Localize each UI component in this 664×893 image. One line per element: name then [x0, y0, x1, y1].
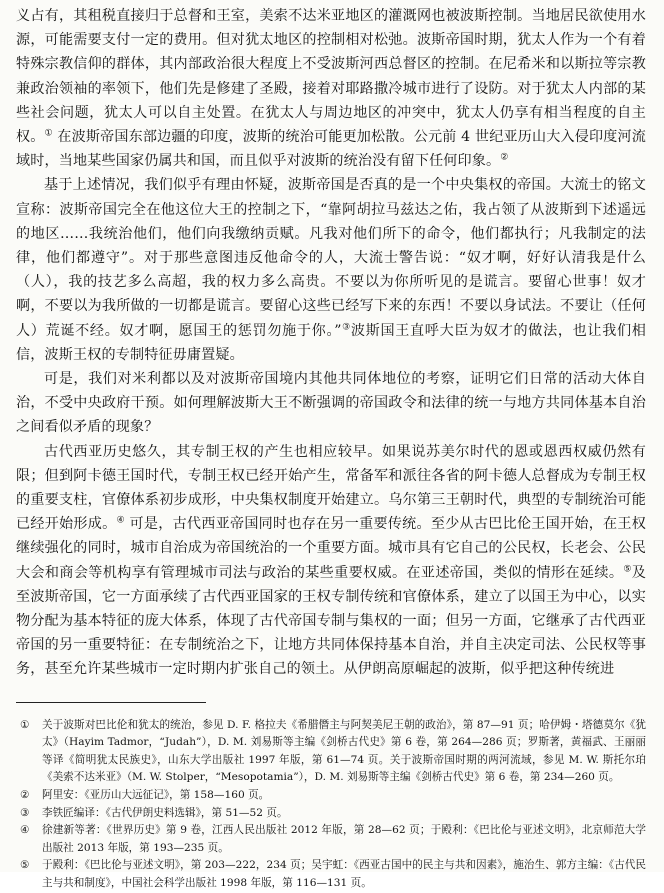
paragraph-text: 义占有，其租税直接归于总督和王室，美索不达米亚地区的灌溉网也被波斯控制。当地居民欲使用水源，可能需要支付一定的费用。但对犹太地区的控制相对松弛。波斯帝国时期，犹太人作为一个有着特殊宗教信仰的群体，其内部政治很大程度上不受波斯河西总督区的控制。在尼希米和以斯拉等宗教兼政治领袖的率领下，他们先是修建了圣殿，接着对耶路撒冷城市进行了设防。对于犹太人内部的某些社会问题，犹太人可以自主处置。在犹太人与周边地区的冲突中，犹太人仍享有相当程度的自主权。 [16, 8, 646, 146]
footnote-reference[interactable]: ⑤ [623, 563, 632, 574]
footnote-text: 李铁匠编译：《古代伊朗史料选辑》，第 51—52 页。 [42, 806, 288, 819]
paragraph-text: 可是，我们对米利都以及对波斯帝国境内其他共同体地位的考察，证明它们日常的活动大体自治，不受中央政府干预。如何理解波斯大王不断强调的帝国政令和法律的统一与地方共同体基本自治之间看似矛盾的现象？ [16, 371, 646, 436]
body-paragraph [16, 4, 646, 173]
body-text [16, 4, 646, 682]
footnote-item [16, 805, 646, 823]
body-paragraph [16, 173, 646, 367]
footnote-reference[interactable]: ③ [341, 321, 351, 332]
paragraph-text: 基于上述情况，我们似乎有理由怀疑，波斯帝国是否真的是一个中央集权的帝国。大流士的铭文宣称：波斯帝国完全在他这位大王的控制之下，“靠阿胡拉马兹达之佑，我占领了从波斯到下述遥远的地区……我统治他们，他们向我缴纳贡赋。凡我对他们所下的命令，他们都执行；凡我制定的法律，他们都遵守”。对于那些意图违反他命令的人，大流士警告说：“奴才啊，好好认清我是什么（人），我的技艺多么高超，我的权力多么高贵。不要以为你所听见的是谎言。要留心世事！奴才啊，不要以为我所做的一切都是谎言。要留心这些已经写下来的东西！不要以身试法。不要让（任何人）荒诞不经。奴才啊，愿国王的惩罚勿施于你。” [16, 177, 646, 339]
paragraph-text: 可是，古代西亚帝国同时也存在另一重要传统。至少从古巴比伦王国开始，在王权继续强化的同时，城市自治成为帝国统治的一个重要方面。城市具有它自己的公民权，长老会、公民大会和商会等机构享有管理城市司法与政治的某些重要权威。在亚述帝国，类似的情形在延续。 [16, 516, 646, 581]
footnote-reference[interactable]: ① [44, 128, 53, 139]
footnotes [16, 717, 646, 893]
footnote-text: 于殿利：《巴比伦与亚述文明》，第 203—222，234 页；吴宇虹：《西亚古国中的民主与共和因素》，施治生、郭方主编：《古代民主与共和制度》，中国社会科学出版社 1998 年版，第 116—131 页。 [42, 859, 646, 890]
footnote-item [16, 787, 646, 805]
paragraph-text: 及至波斯帝国，它一方面承续了古代西亚国家的王权专制传统和官僚体系，建立了以国王为中心，以实物分配为基本特征的庞大体系，体现了古代帝国专制与集权的一面；但另一方面，它继承了古代西亚帝国的另一重要特征：在专制统治之下，让地方共同体保持基本自治，并自主决定司法、公民权等事务，甚至允许某些城市一定时期内扩张自己的领土。从伊朗高原崛起的波斯，似乎把这种传统进 [16, 564, 647, 678]
footnote-marker: ④ [20, 824, 30, 837]
footnote-reference[interactable]: ② [500, 152, 509, 163]
footnote-marker: ① [20, 718, 30, 731]
footnote-item [16, 717, 646, 787]
footnote-text: 关于波斯对巴比伦和犹太的统治，参见 D. F. 格拉夫《希腊僭主与阿契美尼王朝的政治》，第 87—91 页；哈伊姆・塔德莫尔《犹太》（Hayim Tadmor，“Judah”），D. M. 刘易斯等主编《剑桥古代史》第 6 卷，第 264—286 页；罗斯著，黄福武、王丽丽等译《简明犹太民族史》，山东大学出版社 1997 年版，第 61—74 页。关于波斯帝国时期的两河流域，参见 M. W. 斯托尔珀《美索不达米亚》（M. W. Stolper，“Mesopotamia”），D. M. 刘易斯等主编《剑桥古代史》第 6 卷，第 234—260 页。 [42, 718, 646, 784]
footnote-divider [16, 702, 206, 703]
footnote-reference[interactable]: ④ [116, 515, 125, 526]
paragraph-text: 波斯国王直呼大臣为奴才的做法，也让我们相信，波斯王权的专制特征毋庸置疑。 [16, 322, 647, 363]
footnote-marker: ② [20, 789, 30, 802]
footnote-marker: ⑤ [20, 859, 30, 872]
paragraph-text: 古代西亚历史悠久，其专制王权的产生也相应较早。如果说苏美尔时代的恩或恩西权威仍然有限；但到阿卡德王国时代，专制王权已经开始产生，常备军和派往各省的阿卡德人总督成为专制王权的重要支柱，官僚体系初步成形，中央集权制度开始建立。乌尔第三王朝时代，典型的专制统治可能已经开始形成。 [16, 443, 646, 533]
footnote-item [16, 857, 646, 892]
paragraph-text: 在波斯帝国东部边疆的印度，波斯的统治可能更加松散。公元前 4 世纪亚历山大入侵印度河流域时，当地某些国家仍属共和国，而且似乎对波斯的统治没有留下任何印象。 [16, 129, 646, 170]
body-paragraph [16, 440, 646, 682]
body-paragraph [16, 367, 646, 440]
footnote-item [16, 822, 646, 857]
footnote-marker: ③ [20, 806, 30, 819]
footnote-text: 徐建新等著：《世界历史》第 9 卷，江西人民出版社 2012 年版，第 28—62 页；于殿利：《巴比伦与亚述文明》，北京师范大学出版社 2013 年版，第 193—235 页。 [42, 824, 646, 854]
footnote-text: 阿里安：《亚历山大远征记》，第 158—160 页。 [42, 789, 270, 802]
